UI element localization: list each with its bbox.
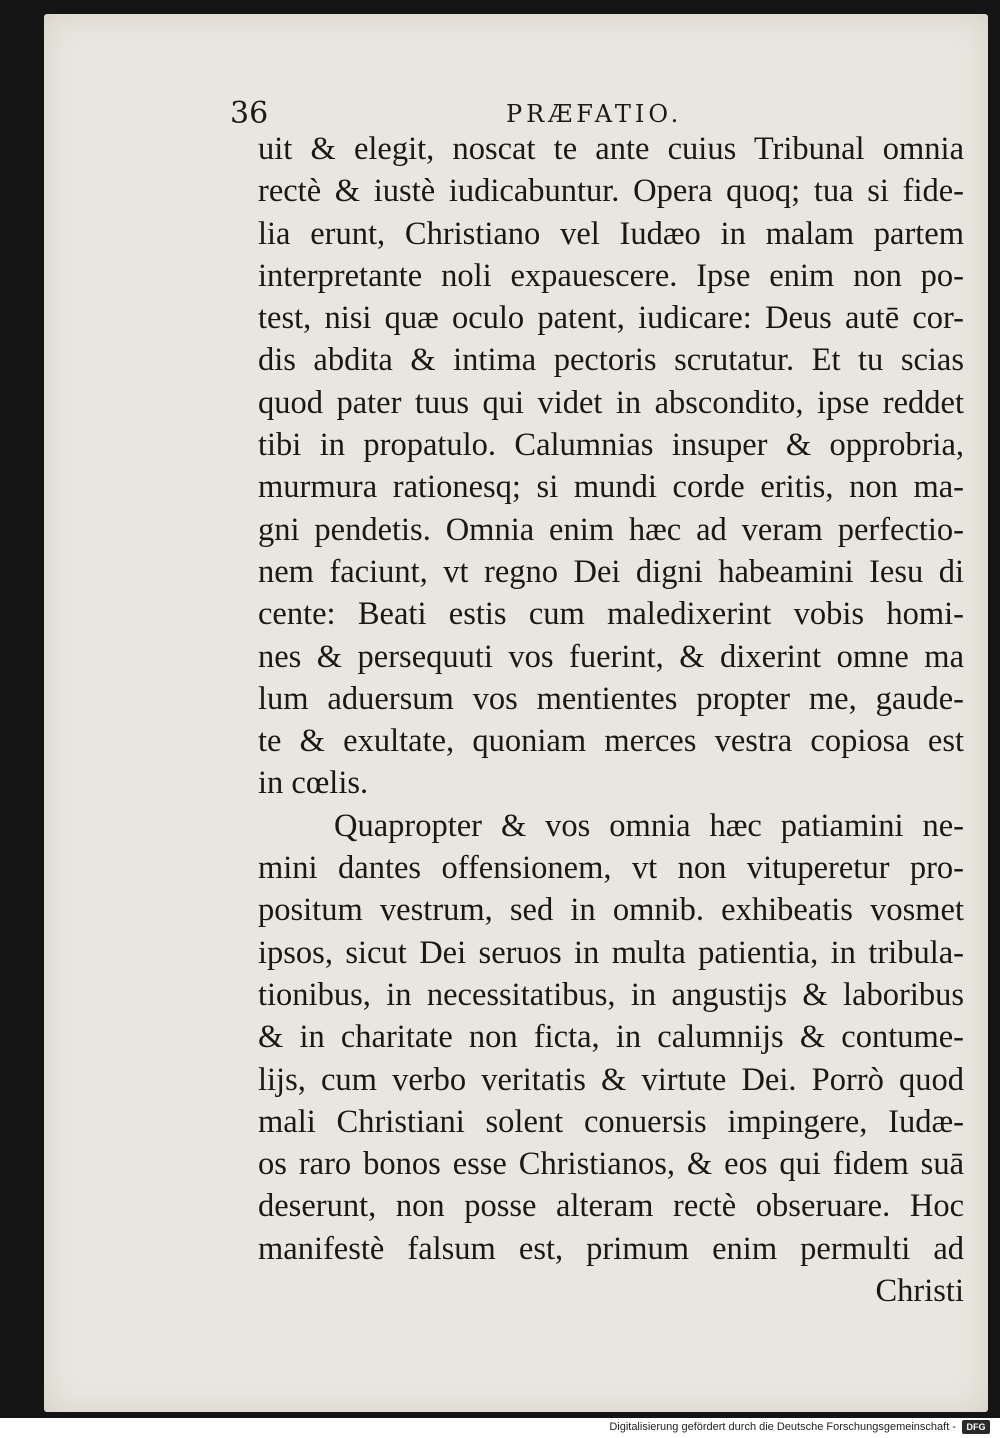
body-text bbox=[258, 128, 964, 1312]
text-line: rectè & iustè iudicabuntur. Opera quoq; tua si fide- bbox=[258, 173, 964, 210]
text-line: gni pendetis. Omnia enim hæc ad veram perfectio- bbox=[258, 511, 964, 548]
text-line: nes & persequuti vos fuerint, & dixerint omne ma bbox=[258, 638, 964, 675]
text-line: Quapropter & vos omnia hæc patiamini ne- bbox=[334, 807, 964, 844]
catchword: Christi bbox=[875, 1273, 964, 1310]
text-line: murmura rationesq; si mundi corde eritis, non ma- bbox=[258, 469, 964, 506]
book-page bbox=[44, 14, 988, 1412]
text-line: te & exultate, quoniam merces vestra copiosa est bbox=[258, 723, 964, 760]
text-line: in cœlis. bbox=[258, 765, 369, 802]
text-line: quod pater tuus qui videt in abscondito, ipse reddet bbox=[258, 384, 964, 421]
funding-credit: Digitalisierung gefördert durch die Deutsche Forschungsgemeinschaft - bbox=[609, 1421, 956, 1433]
text-line: test, nisi quæ oculo patent, iudicare: Deus autē cor- bbox=[258, 300, 964, 337]
digitization-footer bbox=[0, 1418, 1000, 1438]
text-line: lia erunt, Christiano vel Iudæo in malam partem bbox=[258, 215, 964, 252]
text-line: positum vestrum, sed in omnib. exhibeatis vosmet bbox=[258, 892, 964, 929]
text-line: cente: Beati estis cum maledixerint vobis homi- bbox=[258, 596, 964, 633]
text-line: lijs, cum verbo veritatis & virtute Dei. Porrò quod bbox=[258, 1061, 964, 1098]
text-line: manifestè falsum est, primum enim permulti ad bbox=[258, 1230, 964, 1267]
text-line: tibi in propatulo. Calumnias insuper & opprobria, bbox=[258, 427, 964, 464]
text-line: lum aduersum vos mentientes propter me, gaude- bbox=[258, 680, 964, 717]
text-line: mini dantes offensionem, vt non vituperetur pro- bbox=[258, 850, 964, 887]
text-line: deserunt, non posse alteram rectè obseruare. Hoc bbox=[258, 1188, 964, 1225]
text-line: interpretante noli expauescere. Ipse enim non po- bbox=[258, 257, 964, 294]
page-number: 36 bbox=[230, 96, 269, 131]
text-line: nem faciunt, vt regno Dei digni habeamini Iesu di bbox=[258, 553, 964, 590]
dfg-logo: DFG bbox=[962, 1420, 990, 1434]
text-line: mali Christiani solent conuersis impingere, Iudæ- bbox=[258, 1103, 964, 1140]
text-line: os raro bonos esse Christianos, & eos qui fidem suā bbox=[258, 1146, 964, 1183]
text-line: dis abdita & intima pectoris scrutatur. Et tu scias bbox=[258, 342, 964, 379]
text-line: uit & elegit, noscat te ante cuius Tribunal omnia bbox=[258, 131, 964, 167]
text-line: & in charitate non ficta, in calumnijs & contume- bbox=[258, 1019, 964, 1056]
text-line: tionibus, in necessitatibus, in angustijs & laboribus bbox=[258, 976, 964, 1013]
text-line: ipsos, sicut Dei seruos in multa patientia, in tribula- bbox=[258, 934, 964, 971]
running-head: PRÆFATIO. bbox=[506, 100, 683, 128]
